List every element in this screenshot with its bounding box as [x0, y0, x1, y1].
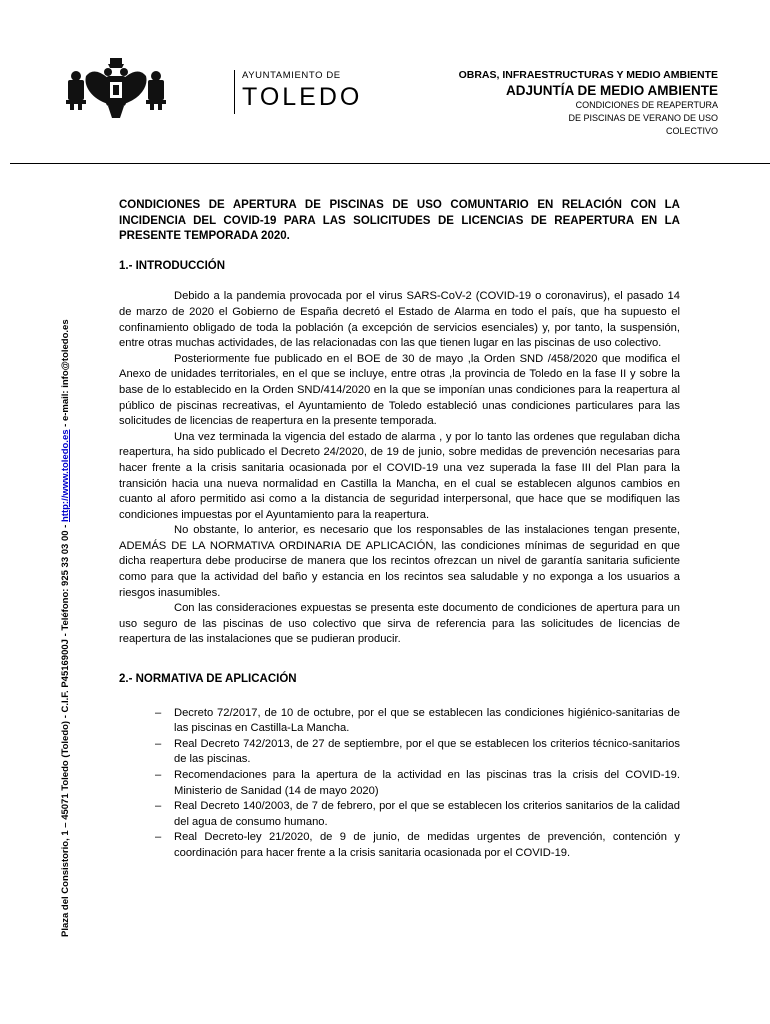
website-link[interactable]: http://www.toledo.es: [60, 429, 71, 523]
section-heading-normativa: 2.- NORMATIVA DE APLICACIÓN: [119, 673, 297, 686]
logo-separator: [234, 70, 235, 114]
list-item-text: Real Decreto 140/2003, de 7 de febrero, por el que se establecen los criterios sanitarios de la calidad del agua de consumo humano.: [174, 800, 680, 828]
dash-bullet: –: [155, 737, 162, 750]
paragraph: Una vez terminada la vigencia del estado de alarma , y por lo tanto las ordenes que regulaban dicha reapertura, ha sido publicado el Decreto 24/2020, de 19 de junio, sobre medidas de prevención necesarias para hacer frente a la crisis sanitaria ocasionada por el COVID-19 una vez superada la fase III del Plan para la transición hacia una nueva normalidad en Castilla la Mancha, en el cual se establecen algunos cambios en cuanto al aforo permitido asi como a la distancia de seguridad interpersonal, que hace que se modifiquen las condiciones impuestas por el Ayuntamiento para la reapertura.: [119, 430, 680, 521]
document-title: CONDICIONES DE APERTURA DE PISCINAS DE USO COMUNTARIO EN RELACIÓN CON LA INCIDENCIA DEL COVID-19 PARA LAS SOLICITUDES DE LICENCIAS DE REAPERTURA EN LA PRESENTE TEMPORADA 2020.: [119, 199, 680, 243]
paragraph: Con las consideraciones expuestas se presenta este documento de condiciones de apertura para un uso seguro de las piscinas de uso colectivo que sirva de referencia para las solicitudes de licencias de reapertura de las instalaciones que se pudieran producir.: [119, 602, 680, 646]
department-name: OBRAS, INFRAESTRUCTURAS Y MEDIO AMBIENTE: [458, 69, 718, 81]
list-item: [119, 799, 680, 830]
coat-of-arms-icon: [64, 56, 168, 122]
list-item-text: Real Decreto-ley 21/2020, de 9 de junio, de medidas urgentes de prevención, contención y coordinación para hacer frente a la crisis sanitaria ocasionada por el COVID-19.: [174, 831, 680, 859]
regulation-list: [119, 706, 680, 862]
list-item: [119, 768, 680, 799]
header-department: [358, 68, 718, 138]
toledo-logo: [64, 56, 363, 126]
sidebar-contact: [60, 319, 71, 937]
document-subject: CONDICIONES DE REAPERTURA DE PISCINAS DE VERANO DE USO COLECTIVO: [568, 100, 718, 136]
logo-text-small: AYUNTAMIENTO DE: [242, 70, 341, 81]
dash-bullet: –: [155, 706, 162, 719]
section-heading-introduccion: 1.- INTRODUCCIÓN: [119, 259, 226, 272]
document-body: [119, 198, 680, 862]
logo-text-big: TOLEDO: [242, 83, 363, 111]
list-item-text: Decreto 72/2017, de 10 de octubre, por el que se establecen las condiciones higiénico-sanitarias de las piscinas en Castilla-La Mancha.: [174, 706, 680, 735]
sidebar-address: Plaza del Consistorio, 1 – 45071 Toledo (Toledo) - C.I.F. P4516900J - Teléfono: 925 33 03 00 -: [60, 522, 71, 937]
list-item: [119, 737, 680, 768]
list-item: [119, 706, 680, 737]
sidebar-email: - e-mail: info@toledo.es: [60, 319, 71, 430]
paragraph: Posteriormente fue publicado en el BOE de 30 de mayo ,la Orden SND /458/2020 que modifica el Anexo de unidades territoriales, en el que se incluye, entre otras ,la provincia de Toledo en la fase II y sobre la base de lo establecido en la Orden SND/414/2020 en la que se imponían unas condiciones para la reapertura al público de piscinas recreativas, el Ayuntamiento de Toledo estableció unas condiciones particulares para las solicitudes de licencias de reapertura en la presente temporada.: [119, 352, 680, 428]
paragraph: No obstante, lo anterior, es necesario que los responsables de las instalaciones tengan presente, ADEMÁS DE LA NORMATIVA ORDINARIA DE APLICACIÓN, las condiciones mínimas de seguridad en que dicha reapertura debe producirse de manera que los recintos ofrezcan un nivel de garantía sanitaria suficiente como para que la actividad del baño y estancia en los recintos sea saludable y no exponga a los usuarios a riesgos inasumibles.: [119, 524, 680, 599]
dash-bullet: –: [155, 800, 162, 813]
header-divider: [10, 163, 770, 164]
list-item: [119, 830, 680, 861]
dash-bullet: –: [155, 769, 162, 781]
dash-bullet: –: [155, 831, 162, 844]
paragraph: Debido a la pandemia provocada por el virus SARS-CoV-2 (COVID-19 o coronavirus), el pasado 14 de marzo de 2020 el Gobierno de España decretó el Estado de Alarma en todo el país, que ha supuesto el confinamiento obligado de toda la población (a excepción de servicios esenciales) y, por tanto, la suspensión, entre otras muchas actividades, de las relacionadas con las que tienen lugar en las piscinas de uso colectivo.: [119, 290, 680, 350]
list-item-text: Recomendaciones para la apertura de la actividad en las piscinas tras la crisis del COVID-19. Ministerio de Sanidad (14 de mayo 2020): [174, 769, 680, 797]
section-name: ADJUNTÍA DE MEDIO AMBIENTE: [505, 83, 718, 98]
list-item-text: Real Decreto 742/2013, de 27 de septiembre, por el que se establecen los criterios técnico-sanitarios de las piscinas.: [174, 737, 680, 766]
